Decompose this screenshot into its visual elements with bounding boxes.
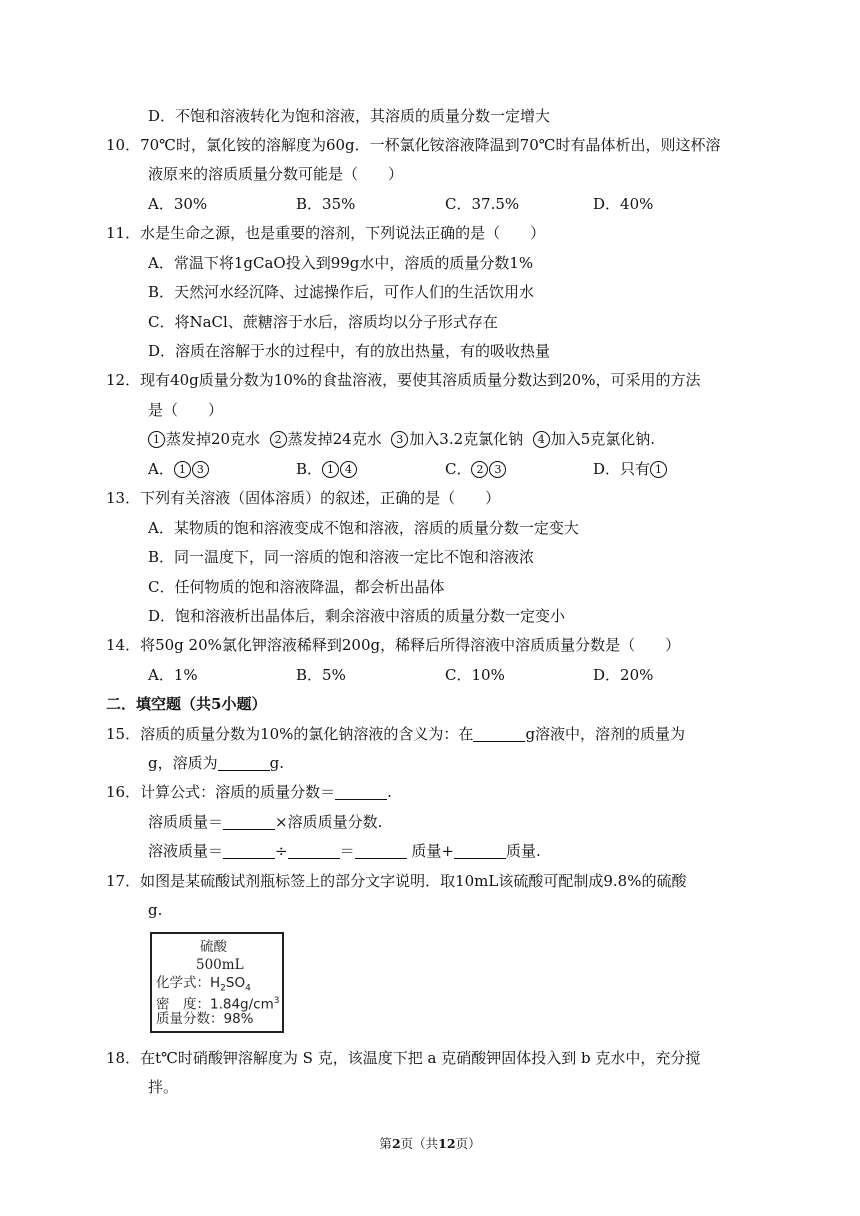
label-title: 硫酸 [200,939,227,955]
label-subscript: 4 [245,983,251,994]
q15-text: g，溶质为 [148,754,218,772]
q16-text: . [387,783,392,801]
q12-methods [148,429,655,449]
q11-option-b: B．天然河水经沉降、过滤操作后，可作人们的生活饮用水 [148,283,535,301]
q9-option-d: D．不饱和溶液转化为饱和溶液，其溶质的质量分数一定增大 [148,107,551,125]
q10-stem-line2: 液原来的溶质质量分数可能是（ ） [148,165,404,183]
q16-line3 [148,841,541,861]
answer-blank[interactable] [223,814,275,830]
footer-text: 第 [379,1136,392,1151]
q13-option-b: B．同一温度下，同一溶质的饱和溶液一定比不饱和溶液浓 [148,548,535,566]
q18-line2: 拌。 [148,1078,179,1096]
q16-text: 质量. [505,842,541,860]
method-text: 加入5克氯化钠. [550,430,655,448]
label-text: 化学式：H [156,975,221,991]
method-text: 加入3.2克氯化钠 [409,430,524,448]
q14-option-b: B．5% [296,666,346,684]
footer-text: 页（共 [400,1136,439,1151]
method-text: 蒸发掉20克水 [166,430,261,448]
option-prefix: A． [148,460,174,478]
circled-number: 1 [148,431,165,448]
q10-stem-line1: 10．70℃时，氯化铵的溶解度为60g．一杯氯化铵溶液降温到70℃时有晶体析出，则这杯溶 [106,136,721,154]
circled-number: 3 [192,461,209,478]
q16-text: ＝ [339,842,355,860]
q16-text: 溶液质量＝ [148,842,224,860]
option-prefix: B． [296,460,323,478]
answer-blank[interactable] [288,843,340,859]
circled-number: 1 [650,461,667,478]
label-text: SO [225,975,246,991]
q14-option-a: A．1% [148,666,198,684]
label-mass-fraction: 质量分数：98% [156,1011,254,1027]
option-prefix: D．只有 [593,460,651,478]
sulfuric-acid-label [150,932,284,1033]
q11-option-c: C．将NaCl、蔗糖溶于水后，溶质均以分子形式存在 [148,313,498,331]
q12-option-c [445,459,507,479]
q10-option-d: D．40% [593,195,654,213]
label-subscript: 2 [220,983,226,994]
q14-option-d: D．20% [593,666,654,684]
q13-stem: 13．下列有关溶液（固体溶质）的叙述，正确的是（ ） [106,489,501,507]
label-text: 密 度：1.84g/cm [156,996,274,1013]
circled-number: 4 [533,431,550,448]
circled-number: 1 [174,461,191,478]
section-heading: 二．填空题（共5小题） [106,695,267,713]
q17-line2: g. [148,901,163,919]
q16-text: 质量+ [406,842,454,860]
circled-number: 4 [340,461,357,478]
q16-line1 [106,782,392,802]
q15-text: g溶液中，溶剂的质量为 [525,725,686,743]
label-volume: 500mL [196,957,244,973]
q14-stem: 14．将50g 20%氯化钾溶液稀释到200g，稀释后所得溶液中溶质质量分数是（ ） [106,636,681,654]
answer-blank[interactable] [335,784,387,800]
answer-blank[interactable] [223,843,275,859]
circled-number: 1 [322,461,339,478]
q11-option-a: A．常温下将1gCaO投入到99g水中，溶质的质量分数1% [148,254,534,272]
page-footer [0,1134,860,1152]
q10-option-c: C．37.5% [445,195,520,213]
circled-number: 3 [489,461,506,478]
q14-option-c: C．10% [445,666,505,684]
q16-text: ×溶质质量分数. [275,813,383,831]
answer-blank[interactable] [473,726,525,742]
q17-line1: 17．如图是某硫酸试剂瓶标签上的部分文字说明．取10mL该硫酸可配制成9.8%的硫酸 [106,872,687,890]
q16-line2 [148,812,382,832]
q11-stem: 11．水是生命之源，也是重要的溶剂，下列说法正确的是（ ） [106,224,546,242]
footer-total-pages: 12 [438,1136,456,1151]
q12-option-b [296,459,358,479]
q13-option-d: D．饱和溶液析出晶体后，剩余溶液中溶质的质量分数一定变小 [148,607,566,625]
q10-option-b: B．35% [296,195,356,213]
method-text: 蒸发掉24克水 [287,430,382,448]
q12-stem-line1: 12．现有40g质量分数为10%的食盐溶液，要使其溶质质量分数达到20%，可采用的方法 [106,371,701,389]
answer-blank[interactable] [454,843,506,859]
answer-blank[interactable] [218,755,270,771]
q15-line2 [148,753,284,773]
circled-number: 2 [471,461,488,478]
q12-stem-line2: 是（ ） [148,401,224,419]
q15-text: 15．溶质的质量分数为10%的氯化钠溶液的含义为：在 [106,725,474,743]
q13-option-c: C．任何物质的饱和溶液降温，都会析出晶体 [148,578,445,596]
answer-blank[interactable] [355,843,407,859]
q15-line1 [106,724,685,744]
circled-number: 2 [270,431,287,448]
q10-option-a: A．30% [148,195,208,213]
q16-text: 溶质质量＝ [148,813,224,831]
footer-text: 页） [455,1136,481,1151]
q13-option-a: A．某物质的饱和溶液变成不饱和溶液，溶质的质量分数一定变大 [148,519,579,537]
label-superscript: 3 [273,996,280,1006]
q16-text: 16．计算公式：溶质的质量分数＝ [106,783,336,801]
q15-text: g. [269,754,284,772]
option-prefix: C． [445,460,472,478]
q11-option-d: D．溶质在溶解于水的过程中，有的放出热量，有的吸收热量 [148,342,551,360]
q12-option-d [593,459,668,479]
q16-text: ÷ [275,842,288,860]
q12-option-a [148,459,210,479]
circled-number: 3 [391,431,408,448]
footer-page-number: 2 [391,1136,401,1151]
q18-line1: 18．在t℃时硝酸钾溶解度为 S 克，该温度下把 a 克硝酸钾固体投入到 b 克水中，充分搅 [106,1049,701,1067]
